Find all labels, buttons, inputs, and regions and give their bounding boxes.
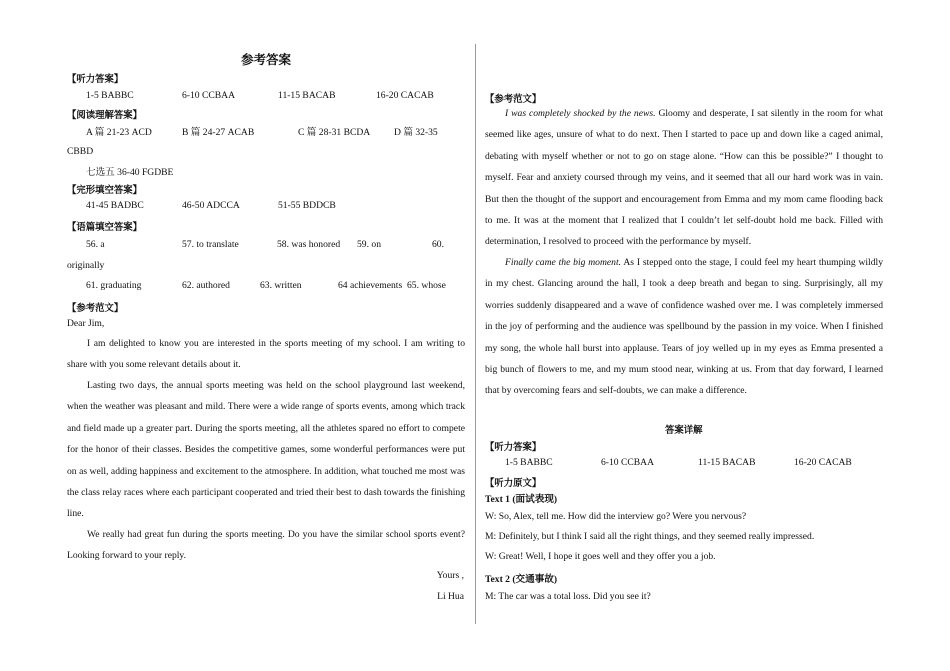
letter-paragraph: Lasting two days, the annual sports meeting was held on the school playground last weekend, when the weather was pleasant and mild. There were a wide range of sports events, among which track and field made up a greater part. During the sports meeting, all the athletes spared no effort to compete for the honor of their classes. Besides the competitive games, some wonderful performances were put on as well, adding happiness and excitement to the atmosphere. In addition, what touched me most was the class relay races where each participant cooperated and tried their best to dash towards the finishing line. [67,380,465,520]
answer-group: 1-5 BABBC [505,457,553,468]
answer-item: 62. authored [182,280,230,291]
answer-group: 11-15 BACAB [278,90,336,101]
answer-group: 41-45 BADBC [86,200,144,211]
transcript-heading: 【听力原文】 [485,478,542,489]
essay-paragraph [485,252,883,402]
answer-group: 1-5 BABBC [86,90,134,101]
transcript-line: M: Definitely, but I think I said all the right things, and they seemed really impressed. [485,531,815,542]
answer-item: 58. was honored [277,239,341,250]
answer-item: 63. written [260,280,302,291]
answer-item: 57. to translate [182,239,239,250]
answer-item: 64 achievements [338,280,403,291]
answer-group: 6-10 CCBAA [182,90,236,101]
letter-greeting: Dear Jim, [67,318,105,329]
model-essay-heading: 【参考范文】 [485,94,542,105]
grammar-heading: 【语篇填空答案】 [67,222,143,233]
details-title: 答案详解 [665,425,703,436]
answer-item: 56. a [86,239,105,250]
answer-group: A 篇 21-23 ACD [86,127,152,138]
column-divider [475,44,476,624]
answer-group: 6-10 CCBAA [601,457,655,468]
answer-item: 61. graduating [86,280,142,291]
letter-paragraph: We really had great fun during the sports meeting. Do you have the similar school sports event? Looking forward to your reply. [67,529,465,562]
answer-group: 16-20 CACAB [794,457,852,468]
answer-group: D 篇 32-35 [394,127,438,138]
transcript-line: M: The car was a total loss. Did you see it? [485,591,651,602]
letter-closing: Yours , [436,570,464,581]
answer-group: C 篇 28-31 BCDA [298,127,371,138]
transcript-line: W: So, Alex, tell me. How did the interview go? Were you nervous? [485,511,747,522]
letter-signature: Li Hua [437,591,464,602]
essay-opening-sentence: I was completely shocked by the news. [505,108,656,119]
text2-title: Text 2 (交通事故) [485,574,558,585]
answer-group: 51-55 BDDCB [278,200,336,211]
essay-text: As I stepped onto the stage, I could feel my heart thumping wildly in my chest. Glancing around the hall, I took a deep breath and began to sing. Surprisingly, all my worries suddenly disappeared and a wave of confidence washed over me. I was completely immersed in the joy of performing and the audience was spellbound by the passion in my voice. When I finished my song, the whole hall burst into applause. Tears of joy welled up in my eyes as Emma presented a big bunch of flowers to me, and my mum stood near, winking at us. From that day forward, I learned that by overcoming fears and self-doubts, we can make a difference. [485,257,883,397]
answer-group: 16-20 CACAB [376,90,434,101]
listening-heading: 【听力答案】 [67,74,124,85]
answer-item: 65. whose [407,280,446,291]
essay-paragraph [485,103,883,253]
reading-heading: 【阅读理解答案】 [67,110,143,121]
cloze-heading: 【完形填空答案】 [67,185,143,196]
answer-group: B 篇 24-27 ACAB [182,127,255,138]
answer-item: originally [67,260,105,271]
page-title: 参考答案 [241,52,292,67]
essay-text: Gloomy and desperate, I sat silently in the room for what seemed like ages, unsure of what to do next. Then I started to pace up and down like a caged animal, debating with myself whether or not to go on stage alone. “How can this be possible?” I thought to myself. Fear and anxiety coursed through my veins, and it seemed that all our hard work was in vain. But then the thought of the support and encouragement from Emma and my mom came flooding back to me. It was at the moment that I realized that I couldn’t let self-doubt hold me back. Filled with determination, I resolved to proceed with the performance by myself. [485,108,884,248]
letter-paragraph: I am delighted to know you are interested in the sports meeting of my school. I am writing to share with you some relevant details about it. [67,338,465,371]
answer-group: 46-50 ADCCA [182,200,240,211]
answer-group: 七选五 36-40 FGDBE [86,167,174,178]
answer-group: 11-15 BACAB [698,457,756,468]
listening-heading: 【听力答案】 [485,442,542,453]
transcript-line: W: Great! Well, I hope it goes well and they offer you a job. [485,551,716,562]
answer-item: 60. [432,239,444,250]
answer-group: CBBD [67,146,94,157]
text1-title: Text 1 (面试表现) [485,494,558,505]
answer-item: 59. on [357,239,381,250]
essay-opening-sentence: Finally came the big moment. [505,257,622,268]
essay-heading: 【参考范文】 [67,303,124,314]
